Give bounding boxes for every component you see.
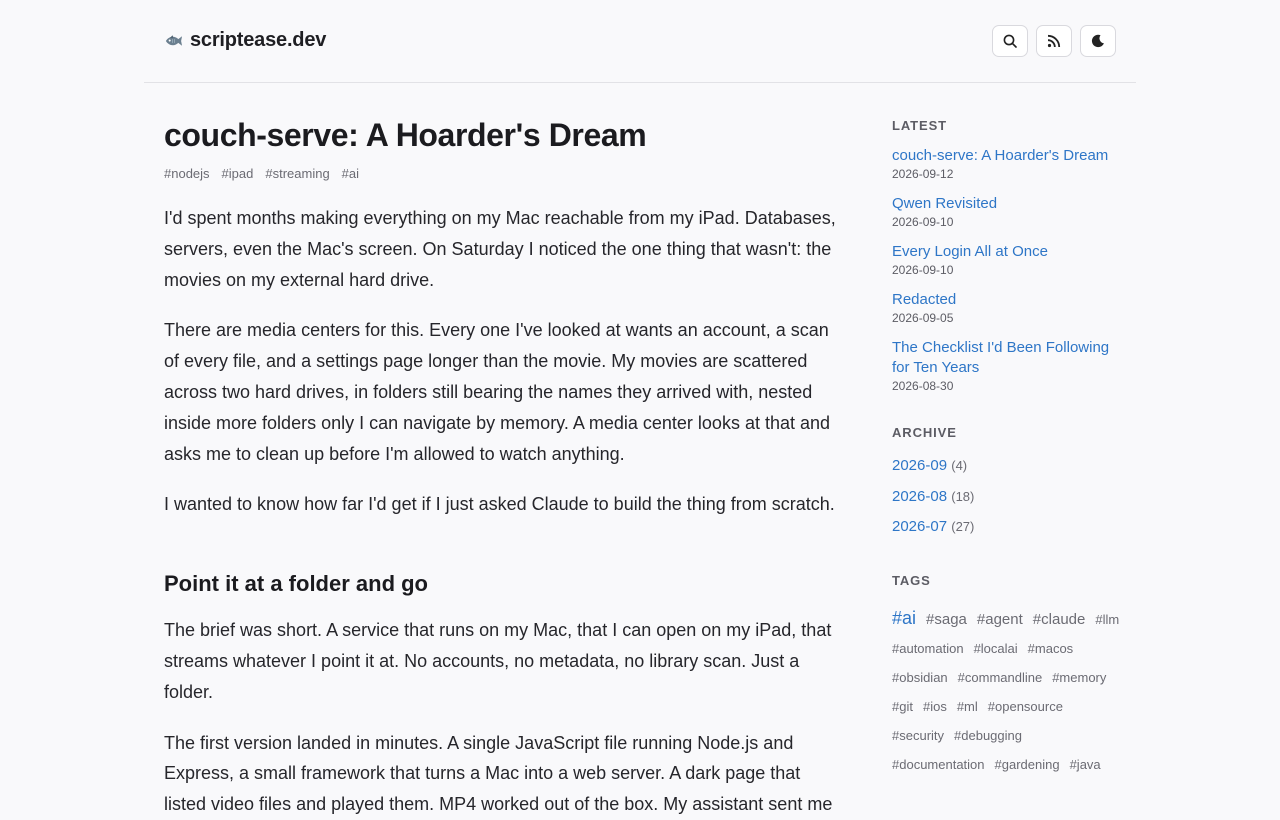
tag-link[interactable]: #macos: [1027, 641, 1074, 656]
latest-heading: LATEST: [892, 118, 947, 133]
post-paragraph: I wanted to know how far I'd get if I just asked Claude to build the thing from scratch.: [164, 494, 835, 515]
archive-count: (4): [951, 458, 968, 473]
rss-icon: [1046, 33, 1062, 49]
tag-link[interactable]: #ml: [956, 699, 978, 714]
latest-item: [892, 146, 1122, 181]
tag-link[interactable]: #security: [892, 728, 945, 743]
tag-link[interactable]: #localai: [973, 641, 1018, 656]
archive-item: [892, 487, 1122, 507]
post-tag[interactable]: #nodejs: [164, 166, 210, 181]
tag-link[interactable]: #gardening: [994, 757, 1060, 772]
tag-link[interactable]: #llm: [1095, 612, 1120, 627]
tag-cloud: [892, 604, 1122, 779]
latest-post-date: 2026-09-10: [892, 263, 954, 277]
article: [164, 114, 844, 820]
tag-link[interactable]: #agent: [976, 611, 1023, 628]
latest-post-link[interactable]: Redacted: [892, 291, 957, 308]
site-brand-link[interactable]: [164, 29, 326, 52]
tag-link[interactable]: #ios: [922, 699, 947, 714]
tag-link[interactable]: #opensource: [987, 699, 1063, 714]
post-body: [164, 203, 844, 820]
tag-link[interactable]: #commandline: [957, 670, 1043, 685]
archive-list: [892, 456, 1122, 537]
tag-link[interactable]: #saga: [926, 611, 967, 628]
search-icon: [1002, 33, 1018, 49]
latest-post-link[interactable]: Every Login All at Once: [892, 243, 1048, 260]
post-paragraph: There are media centers for this. Every one I've looked at wants an account, a scan of every file, and a settings page longer than the movie. My movies are scattered across two hard drives, in folders still bearing the names they arrived with, nested inside more folders only I can navigate by memory. A media center looks at that and asks me to clean up before I'm allowed to watch anything.: [164, 320, 831, 464]
tag-link[interactable]: #java: [1069, 757, 1101, 772]
post-title: couch-serve: A Hoarder's Dream: [164, 117, 647, 153]
latest-post-link[interactable]: The Checklist I'd Been Following for Ten Years: [892, 339, 1110, 376]
tag-link[interactable]: #debugging: [954, 728, 1022, 743]
latest-post-date: 2026-09-12: [892, 167, 954, 181]
section-heading: Point it at a folder and go: [164, 571, 428, 597]
latest-post-date: 2026-08-30: [892, 379, 954, 393]
latest-post-link[interactable]: Qwen Revisited: [892, 195, 998, 212]
archive-item: [892, 456, 1122, 476]
site-name: scriptease.dev: [190, 29, 327, 51]
latest-item: [892, 194, 1122, 229]
archive-count: (27): [951, 519, 975, 534]
archive-item: [892, 517, 1122, 537]
post-paragraph: I'd spent months making everything on my Mac reachable from my iPad. Databases, servers, even the Mac's screen. On Saturday I noticed the one thing that wasn't: the movies on my external hard drive.: [164, 208, 836, 290]
post-paragraph: The brief was short. A service that runs on my Mac, that I can open on my iPad, that streams whatever I point it at. No accounts, no metadata, no library scan. Just a folder.: [164, 620, 832, 702]
tag-link[interactable]: #automation: [892, 641, 964, 656]
latest-item: [892, 242, 1122, 277]
post-tag[interactable]: #ipad: [221, 166, 254, 181]
tag-link[interactable]: #git: [892, 699, 913, 714]
tags-heading: TAGS: [892, 573, 931, 588]
tag-link[interactable]: #documentation: [892, 757, 985, 772]
tag-link[interactable]: #memory: [1052, 670, 1107, 685]
tag-link[interactable]: #obsidian: [892, 670, 948, 685]
post-tag[interactable]: #streaming: [265, 166, 330, 181]
post-tags: [164, 166, 844, 181]
archive-month-link[interactable]: 2026-09: [892, 457, 948, 474]
tag-link[interactable]: #claude: [1032, 611, 1086, 628]
latest-item: [892, 290, 1122, 325]
archive-heading: ARCHIVE: [892, 425, 957, 440]
latest-post-date: 2026-09-05: [892, 311, 954, 325]
sidebar: [892, 118, 1122, 779]
archive-count: (18): [951, 488, 975, 504]
latest-list: [892, 146, 1122, 393]
site-header: [144, 0, 1136, 83]
latest-post-link[interactable]: couch-serve: A Hoarder's Dream: [892, 147, 1109, 164]
theme-toggle-button[interactable]: [1080, 25, 1116, 57]
tag-link[interactable]: #ai: [892, 608, 917, 628]
moon-icon: [1090, 33, 1106, 49]
archive-month-link[interactable]: 2026-08: [892, 487, 948, 505]
fish-icon: [164, 33, 183, 49]
header-tools: [992, 25, 1116, 57]
archive-month-link[interactable]: 2026-07: [892, 518, 948, 535]
search-button[interactable]: [992, 25, 1028, 57]
latest-post-date: 2026-09-10: [892, 215, 954, 229]
rss-button[interactable]: [1036, 25, 1072, 57]
post-tag[interactable]: #ai: [341, 166, 360, 181]
post-paragraph: The first version landed in minutes. A single JavaScript file running Node.js and Express, a small framework that turns a Mac into a web server. A dark page that listed video files and played them. MP4 worked out of the box. My assistant sent me: [164, 732, 833, 815]
latest-item: [892, 338, 1122, 393]
